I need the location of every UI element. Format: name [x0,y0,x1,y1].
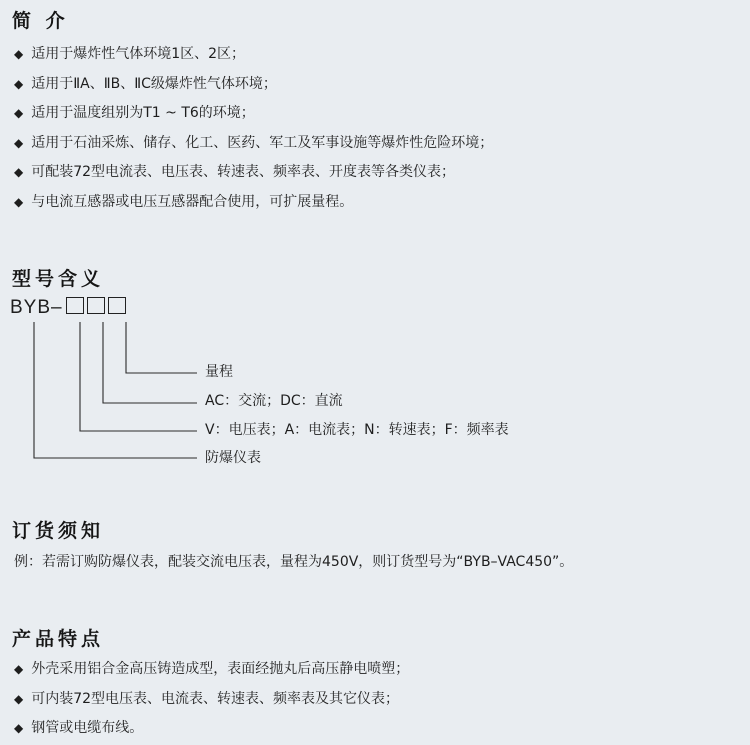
list-item-text: 可配装72型电流表、电压表、转速表、频率表、开度表等各类仪表； [31,164,456,180]
connector-range [126,322,197,373]
model-code-prefix: BYB– [10,297,63,318]
connector-explosion-proof [34,322,197,458]
list-item-text: 与电流互感器或电压互感器配合使用，可扩展量程。 [31,193,354,210]
label-explosion-proof: 防爆仪表 [205,450,261,466]
intro-heading: 简 介 [12,10,69,32]
order-example: 例：若需订购防爆仪表，配装交流电压表，量程为450V，则订货型号为“BYB–VAC450”。 [14,554,574,570]
diamond-bullet-icon: ◆ [14,721,24,735]
diamond-bullet-icon: ◆ [14,194,24,209]
label-meter-type: V：电压表；A：电流表；N：转速表；F：频率表 [205,422,509,438]
diamond-bullet-icon: ◆ [14,76,24,91]
diamond-bullet-icon: ◆ [14,691,24,706]
list-item-text: 钢管或电缆布线。 [31,720,144,736]
features-list [14,655,409,744]
list-item [14,714,409,744]
connector-meter-type [80,322,197,431]
diamond-bullet-icon: ◆ [14,106,24,120]
list-item-text: 适用于石油采炼、储存、化工、医药、军工及军事设施等爆炸性危险环境； [31,134,494,151]
list-item-text: 适用于ⅡA、ⅡB、ⅡC级爆炸性气体环境； [31,75,277,92]
label-range: 量程 [205,364,233,380]
diamond-bullet-icon: ◆ [14,165,24,179]
order-heading: 订货须知 [12,520,105,542]
list-item-text: 外壳采用铝合金高压铸造成型，表面经抛丸后高压静电喷塑； [31,661,410,677]
diamond-bullet-icon: ◆ [14,662,24,676]
diamond-bullet-icon: ◆ [14,135,24,150]
diamond-bullet-icon: ◆ [14,47,24,61]
list-item [14,685,409,715]
model-heading: 型号含义 [12,268,105,290]
features-heading: 产品特点 [12,628,105,650]
list-item-text: 可内装72型电压表、电流表、转速表、频率表及其它仪表； [31,690,400,707]
list-item-text: 适用于温度组别为T1 ~ T6的环境； [31,105,255,121]
list-item-text: 适用于爆炸性气体环境1区、2区； [31,46,246,62]
label-current-type: AC：交流；DC：直流 [205,393,343,409]
list-item [14,655,409,685]
connector-current-type [103,322,197,403]
